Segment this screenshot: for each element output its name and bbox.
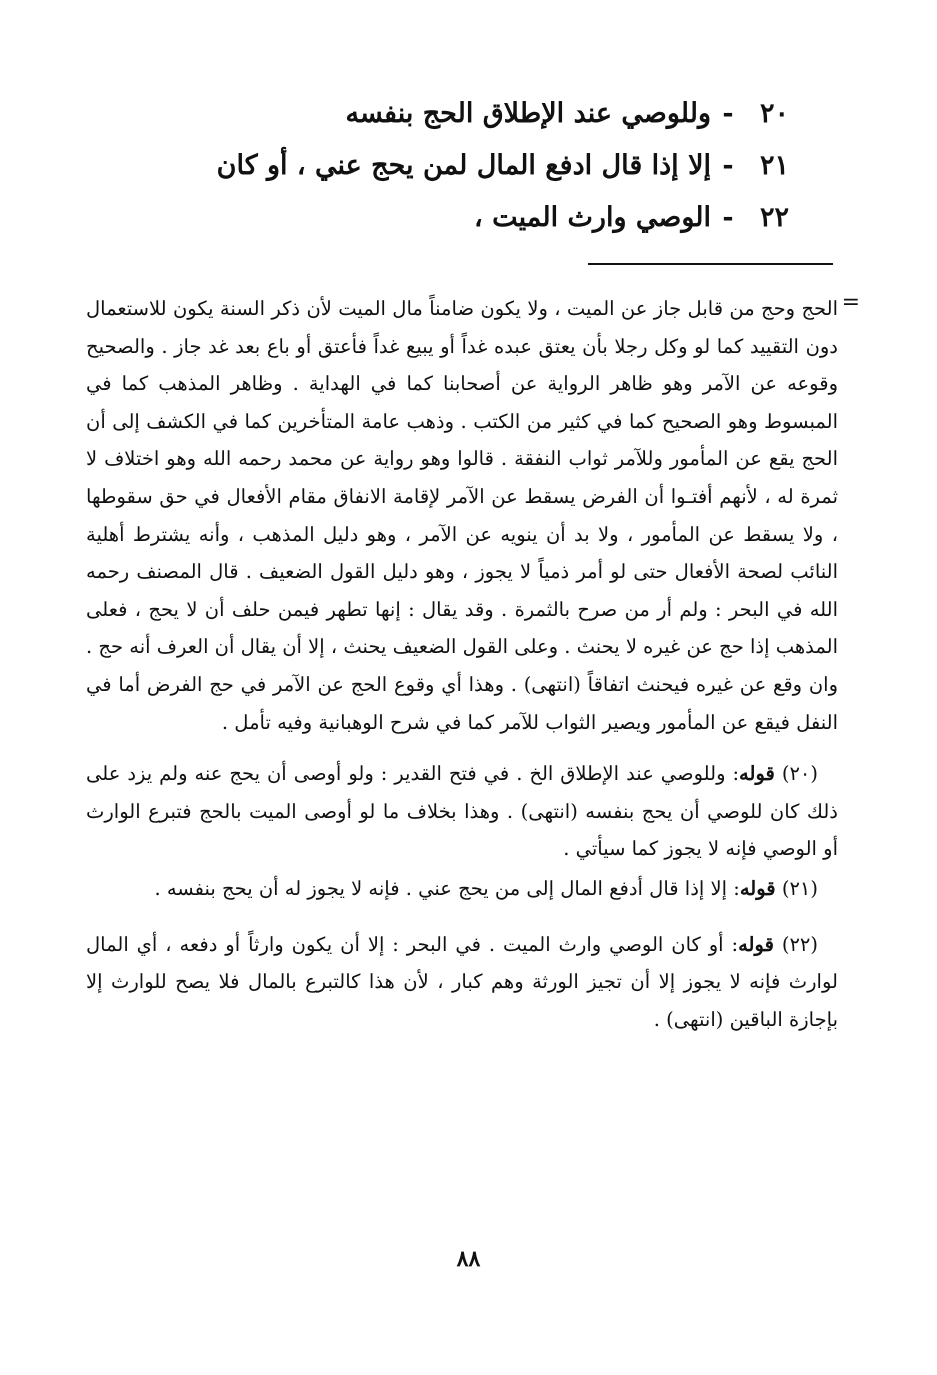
footnote-21	[86, 870, 838, 908]
footnote-text: : إلا إذا قال أدفع المال إلى من يحج عني . فإنه لا يجوز له أن يحج بنفسه .	[154, 876, 740, 900]
footnote-text: : وللوصي عند الإطلاق الخ . في فتح القدير : ولو أوصى أن يحج عنه ولم يزد على ذلك كان للوصي أن يحج بنفسه (انتهى) . وهذا بخلاف ما لو أوصى الميت بالحج فتبرع الوارث أو الوصي فإنه لا يجوز كما سيأتي .	[86, 762, 838, 861]
line-text: وللوصي عند الإطلاق الحج بنفسه	[345, 98, 711, 129]
footnote-number: (٢٢)	[781, 932, 818, 956]
line-dash: -	[722, 150, 734, 181]
footnote-keyword: قوله	[739, 762, 775, 786]
line-dash: -	[722, 98, 734, 129]
footnote-keyword: قوله	[739, 876, 776, 900]
footnote-text: : أو كان الوصي وارث الميت . في البحر : إلا أن يكون وارثاً أو دفعه ، أي المال لوارث فإنه لا يجوز إلا أن تجيز الورثة وهم كبار ، لأن هذا كالتبرع بالمال فلا يصح للوارث إلا بإجازة الباقين (انتهى) .	[86, 932, 838, 1031]
footnote-20	[86, 755, 838, 868]
page-number: ٨٨	[456, 1246, 481, 1272]
footnote-continuation	[86, 290, 860, 741]
footnote-number: (٢٠)	[781, 762, 818, 786]
footnote-keyword: قوله	[738, 932, 774, 956]
footnotes-block	[86, 290, 860, 1038]
footnote-22	[86, 926, 838, 1039]
footnote-separator	[588, 263, 833, 265]
line-text: الوصي وارث الميت ،	[473, 202, 711, 233]
continuation-mark: =	[841, 290, 860, 315]
main-text-block	[189, 98, 789, 254]
line-text: إلا إذا قال ادفع المال لمن يحج عني ، أو كان	[216, 150, 711, 181]
line-number: ٢٢	[759, 202, 789, 233]
main-line-21	[189, 150, 789, 202]
line-number: ٢١	[759, 150, 789, 181]
line-number: ٢٠	[759, 98, 789, 129]
footnote-number: (٢١)	[781, 876, 818, 900]
main-line-20	[189, 98, 789, 150]
continuation-text: الحج وحج من قابل جاز عن الميت ، ولا يكون ضامناً مال الميت لأن ذكر السنة يكون للاستعمال دون التقييد كما لو وكل رجلا بأن يعتق عبده غداً أو يبيع غداً فأعتق أو باع بعد غد جاز . والصحيح وقوعه عن الآمر وهو ظاهر الرواية عن أصحابنا كما في الهداية . وظاهر المذهب كما في المبسوط وهو الصحيح كما في كثير من الكتب . وذهب عامة المتأخرين كما في الكشف إلى أن الحج يقع عن المأمور وللآمر ثواب النفقة . قالوا وهو رواية عن محمد رحمه الله وهو اختلاف لا ثمرة له ، لأنهم أفتـوا أن الفرض يسقط عن الآمر لإقامة الانفاق مقام الأفعال في حق سقوطها ، ولا يسقط عن المأمور ، ولا بد أن ينويه عن الآمر ، وهو دليل المذهب ، وأنه يشترط أهلية النائب لصحة الأفعال حتى لو أمر ذمياً لا يجوز ، وهو دليل القول الضعيف . قال المصنف رحمه الله في البحر : ولم أر من صرح بالثمرة . وقد يقال : إنها تطهر فيمن حلف أن لا يحج ، فعلى المذهب إذا حج عن غيره لا يحنث . وعلى القول الضعيف يحنث ، إلا أن يقال أن العرف أنه حج . وان وقع عن غيره فيحنث اتفاقاً (انتهى) . وهذا أي وقوع الحج عن الآمر في حج الفرض أما في النفل فيقع عن المأمور ويصير الثواب للآمر كما في شرح الوهبانية وفيه تأمل .	[86, 297, 838, 734]
line-dash: -	[722, 202, 734, 233]
main-line-22	[189, 202, 789, 254]
